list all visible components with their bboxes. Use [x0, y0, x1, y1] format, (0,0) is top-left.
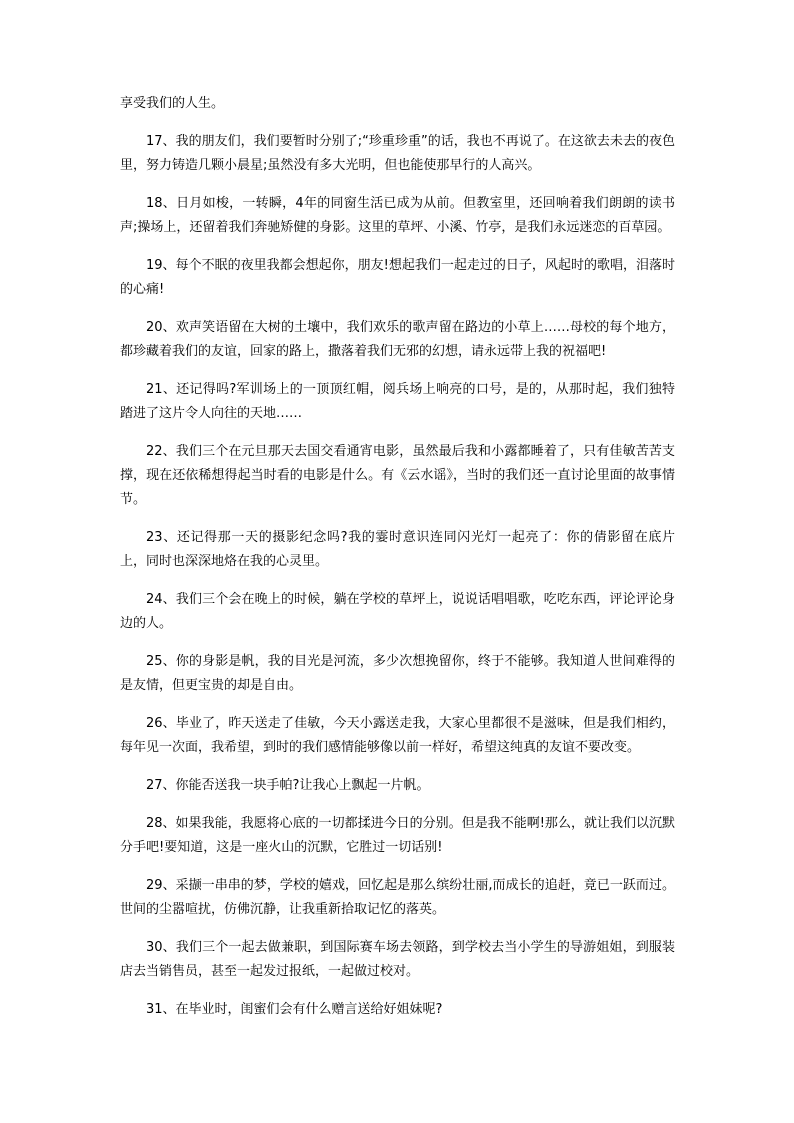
paragraph-30: 30、我们三个一起去做兼职，到国际赛车场去领路，到学校去当小学生的导游姐姐，到服装店去当销售员，甚至一起发过报纸，一起做过校对。: [120, 940, 675, 979]
paragraph-25: 25、你的身影是帆，我的目光是河流，多少次想挽留你，终于不能够。我知道人世间难得的是友情，但更宝贵的却是自由。: [120, 654, 675, 693]
paragraph-19: 19、每个不眠的夜里我都会想起你，朋友!想起我们一起走过的日子，风起时的歌唱，泪落时的心痛!: [120, 258, 675, 297]
paragraph-continuation: 享受我们的人生。: [120, 96, 225, 111]
paragraph-26: 26、毕业了，昨天送走了佳敏，今天小露送走我，大家心里都很不是滋味，但是我们相约，每年见一次面，我希望，到时的我们感情能够像以前一样好，希望这纯真的友谊不要改变。: [120, 716, 675, 755]
document-page: [120, 92, 675, 1036]
paragraph-21: 21、还记得吗?军训场上的一顶顶红帽，阅兵场上响亮的口号，是的，从那时起，我们独特踏进了这片令人向往的天地……: [120, 382, 675, 421]
paragraph-28: 28、如果我能，我愿将心底的一切都揉进今日的分别。但是我不能啊!那么，就让我们以沉默分手吧!要知道，这是一座火山的沉默，它胜过一切话别!: [120, 816, 675, 855]
paragraph-31: 31、在毕业时，闺蜜们会有什么赠言送给好姐妹呢?: [146, 1002, 443, 1017]
paragraph-18: 18、日月如梭，一转瞬，4年的同窗生活已成为从前。但教室里，还回响着我们朗朗的读书声;操场上，还留着我们奔驰矫健的身影。这里的草坪、小溪、竹亭，是我们永远迷恋的百草园。: [120, 196, 675, 235]
paragraph-24: 24、我们三个会在晚上的时候，躺在学校的草坪上，说说话唱唱歌，吃吃东西，评论评论身边的人。: [120, 592, 675, 631]
paragraph-20: 20、欢声笑语留在大树的土壤中，我们欢乐的歌声留在路边的小草上……母校的每个地方，都珍藏着我们的友谊，回家的路上，撒落着我们无邪的幻想，请永远带上我的祝福吧!: [120, 320, 675, 359]
paragraph-29: 29、采撷一串串的梦，学校的嬉戏，回忆起是那么缤纷壮丽,而成长的追赶，竟已一跃而过。世间的尘嚣喧扰，仿佛沉静，让我重新拾取记忆的落英。: [120, 878, 675, 917]
paragraph-27: 27、你能否送我一块手帕?让我心上飘起一片帆。: [146, 778, 430, 793]
paragraph-22: 22、我们三个在元旦那天去国交看通宵电影，虽然最后我和小露都睡着了，只有佳敏苦苦支撑，现在还依稀想得起当时看的电影是什么。有《云水谣》，当时的我们还一直讨论里面的故事情节。: [120, 444, 675, 507]
paragraph-23: 23、还记得那一天的摄影纪念吗?我的霎时意识连同闪光灯一起亮了：你的倩影留在底片上，同时也深深地烙在我的心灵里。: [120, 530, 675, 569]
paragraph-17: 17、我的朋友们，我们要暂时分别了;“珍重珍重”的话，我也不再说了。在这欲去未去的夜色里，努力铸造几颗小晨星;虽然没有多大光明，但也能使那早行的人高兴。: [120, 134, 675, 173]
